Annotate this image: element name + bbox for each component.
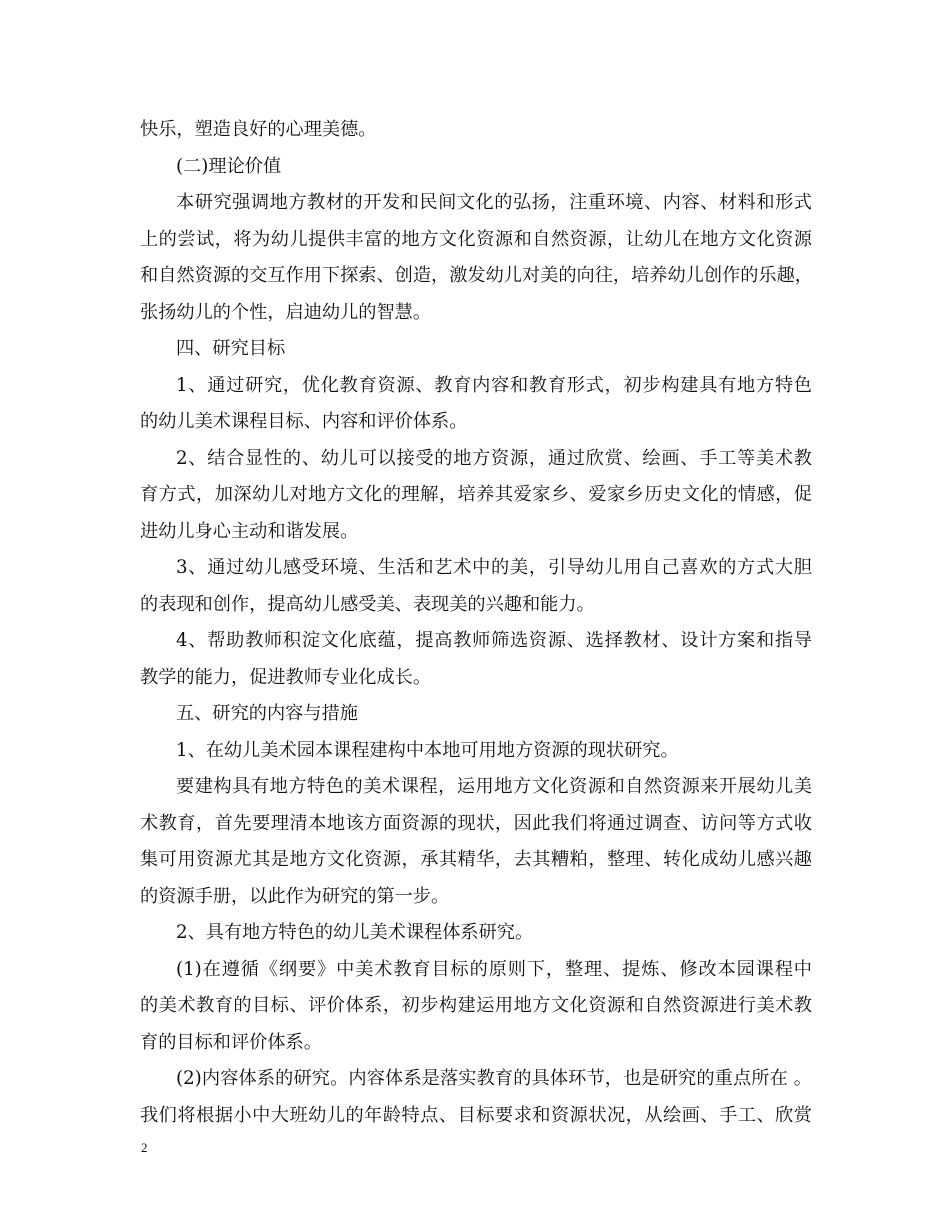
text-line: 我们将根据小中大班幼儿的年龄特点、目标要求和资源状况，从绘画、手工、欣赏 (140, 1104, 812, 1126)
text-line: 育的目标和评价体系。 (140, 1031, 322, 1053)
text-line: 的表现和创作，提高幼儿感受美、表现美的兴趣和能力。 (140, 593, 595, 615)
text-line: 2、结合显性的、幼儿可以接受的地方资源，通过欣赏、绘画、手工等美术教 (176, 447, 812, 469)
text-line: 育方式，加深幼儿对地方文化的理解，培养其爱家乡、爱家乡历史文化的情感，促 (140, 484, 812, 505)
text-line: 上的尝试，将为幼儿提供丰富的地方文化资源和自然资源，让幼儿在地方文化资源 (140, 228, 812, 250)
text-line: 教学的能力，促进教师专业化成长。 (140, 666, 432, 688)
text-line: 1、通过研究，优化教育资源、教育内容和教育形式，初步构建具有地方特色 (176, 374, 812, 396)
text-line: (1)在遵循《纲要》中美术教育目标的原则下，整理、提炼、修改本园课程中 (176, 958, 812, 980)
text-line: 术教育，首先要理清本地该方面资源的现状，因此我们将通过调查、访问等方式收 (140, 812, 812, 834)
text-line: (二)理论价值 (176, 155, 282, 177)
text-line: (2)内容体系的研究。内容体系是落实教育的具体环节，也是研究的重点所在 。 (176, 1068, 812, 1089)
text-line: 2、具有地方特色的幼儿美术课程体系研究。 (176, 922, 534, 943)
text-line: 4、帮助教师积淀文化底蕴，提高教师筛选资源、选择教材、设计方案和指导 (176, 630, 812, 651)
text-line: 的美术教育的目标、评价体系，初步构建运用地方文化资源和自然资源进行美术教 (140, 995, 812, 1016)
text-line: 集可用资源尤其是地方文化资源，承其精华，去其糟粕，整理、转化成幼儿感兴趣 (140, 849, 812, 870)
document-body (140, 112, 812, 1134)
text-line: 和自然资源的交互作用下探索、创造，激发幼儿对美的向往，培养幼儿创作的乐趣， (140, 265, 813, 286)
text-line: 进幼儿身心主动和谐发展。 (140, 520, 359, 542)
page-number: 2 (141, 1140, 148, 1155)
text-line: 1、在幼儿美术园本课程建构中本地可用地方资源的现状研究。 (176, 739, 679, 761)
text-line: 五、研究的内容与措施 (176, 703, 358, 724)
text-line: 本研究强调地方教材的开发和民间文化的弘扬，注重环境、内容、材料和形式 (176, 192, 812, 213)
text-line: 的资源手册，以此作为研究的第一步。 (140, 885, 450, 907)
text-line: 张扬幼儿的个性，启迪幼儿的智慧。 (140, 301, 432, 323)
text-line: 3、通过幼儿感受环境、生活和艺术中的美，引导幼儿用自己喜欢的方式大胆 (176, 557, 812, 578)
text-line: 的幼儿美术课程目标、内容和评价体系。 (140, 411, 468, 432)
text-line: 四、研究目标 (176, 338, 286, 359)
text-line: 快乐，塑造良好的心理美德。 (140, 119, 377, 140)
text-line: 要建构具有地方特色的美术课程，运用地方文化资源和自然资源来开展幼儿美 (176, 776, 812, 797)
